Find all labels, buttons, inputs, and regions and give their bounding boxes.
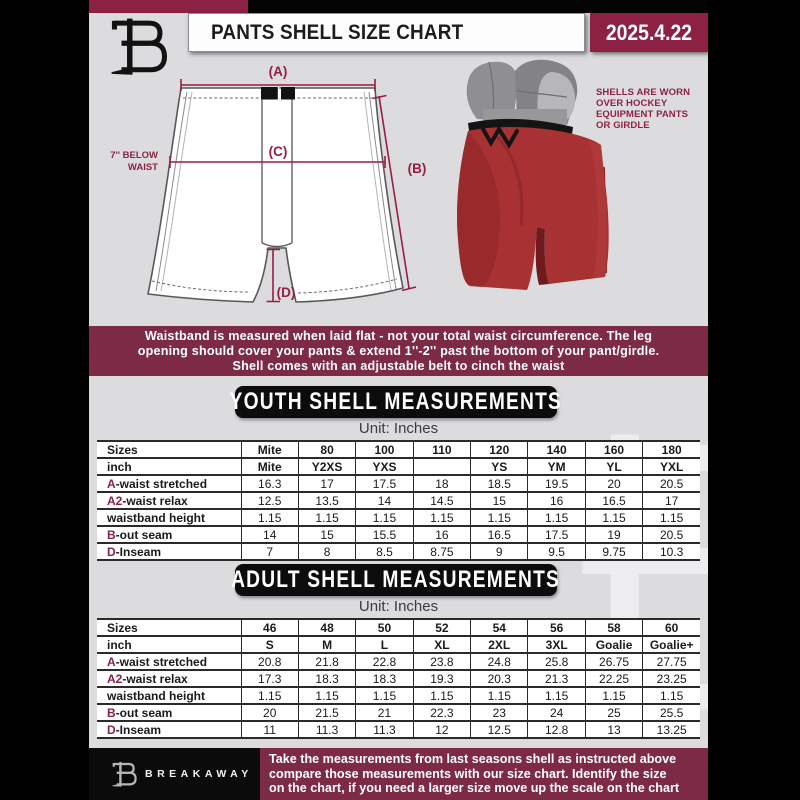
below-waist-label-line2: WAIST — [127, 162, 158, 173]
row-label: A-waist stretched — [97, 653, 241, 670]
measure-letter: A2 — [107, 493, 123, 508]
size-cell — [413, 458, 470, 475]
footer-brand-logo-icon — [111, 760, 137, 788]
size-cell: 21.5 — [298, 704, 355, 721]
revision-date: 2025.4.22 — [605, 19, 693, 45]
size-cell: 1.15 — [643, 509, 700, 526]
header-maroon-strip — [89, 0, 248, 13]
youth-unit-label: Unit: Inches — [358, 420, 439, 437]
size-cell: 25.8 — [528, 653, 585, 670]
info-line: Shell comes with an adjustable belt to cinch the waist — [232, 358, 565, 373]
page-title: PANTS SHELL SIZE CHART — [211, 20, 464, 44]
table-row — [97, 721, 700, 738]
belt-tip-icon — [281, 87, 295, 100]
table-row — [97, 670, 700, 687]
size-cell: 16.3 — [241, 475, 298, 492]
size-cell: YXS — [356, 458, 413, 475]
row-label: A2-waist relax — [97, 492, 241, 509]
size-cell: 110 — [413, 441, 470, 458]
size-cell: 18 — [413, 475, 470, 492]
size-cell: 22.3 — [413, 704, 470, 721]
size-cell: 13.5 — [298, 492, 355, 509]
document-body — [89, 0, 708, 800]
table-row — [97, 619, 700, 636]
belt-buckle-icon — [261, 87, 278, 100]
size-cell: 9 — [471, 543, 528, 560]
size-cell: 11.3 — [298, 721, 355, 738]
size-cell: 14 — [356, 492, 413, 509]
size-cell: 1.15 — [643, 687, 700, 704]
size-cell: 17.5 — [528, 526, 585, 543]
size-cell: 22.8 — [356, 653, 413, 670]
row-label: Sizes — [97, 441, 241, 458]
size-cell: 21.3 — [528, 670, 585, 687]
size-cell: 17.3 — [241, 670, 298, 687]
size-cell: Goalie — [585, 636, 642, 653]
size-cell: 56 — [528, 619, 585, 636]
size-cell: 2XL — [471, 636, 528, 653]
shorts-outline — [148, 88, 403, 302]
size-cell: 8.75 — [413, 543, 470, 560]
measure-letter: D — [107, 722, 116, 737]
size-cell: 25.5 — [643, 704, 700, 721]
youth-size-table — [97, 440, 700, 561]
row-label: waistband height — [97, 687, 241, 704]
adult-size-table — [97, 618, 700, 739]
size-cell: 9.75 — [585, 543, 642, 560]
table-row — [97, 509, 700, 526]
photo-note-line: OVER HOCKEY — [596, 98, 668, 109]
footer-brand-block — [89, 748, 260, 800]
size-cell: 12.8 — [528, 721, 585, 738]
size-cell: 1.15 — [356, 509, 413, 526]
size-cell: YS — [471, 458, 528, 475]
footer-line: on the chart, if you need a larger size move up the scale on the chart — [269, 781, 680, 796]
size-cell: 23.8 — [413, 653, 470, 670]
table-row — [97, 704, 700, 721]
row-label: inch — [97, 458, 241, 475]
table-row — [97, 441, 700, 458]
size-cell: 140 — [528, 441, 585, 458]
size-cell: 27.75 — [643, 653, 700, 670]
size-cell: 48 — [298, 619, 355, 636]
measure-letter: B — [107, 527, 116, 542]
size-cell: 17 — [298, 475, 355, 492]
size-cell: 58 — [585, 619, 642, 636]
size-cell: 1.15 — [413, 509, 470, 526]
size-cell: 46 — [241, 619, 298, 636]
size-cell: 16.5 — [471, 526, 528, 543]
size-cell: 17 — [643, 492, 700, 509]
table-row — [97, 653, 700, 670]
size-cell: 21.8 — [298, 653, 355, 670]
size-cell: 12.5 — [471, 721, 528, 738]
footer-brand-name: BREAKAWAY — [145, 768, 253, 780]
size-cell: Goalie+ — [643, 636, 700, 653]
size-cell: 20.5 — [643, 475, 700, 492]
size-cell: 20.8 — [241, 653, 298, 670]
size-cell: 16 — [528, 492, 585, 509]
info-line: opening should cover your pants & extend 1''-2'' past the bottom of your pant/girdle. — [137, 343, 660, 358]
size-cell: Mite — [241, 441, 298, 458]
row-label: waistband height — [97, 509, 241, 526]
size-cell: 15.5 — [356, 526, 413, 543]
size-cell: XL — [413, 636, 470, 653]
size-cell: 12 — [413, 721, 470, 738]
shell-measurement-diagram — [100, 60, 440, 315]
size-cell: 19 — [585, 526, 642, 543]
photo-note-line: OR GIRDLE — [596, 120, 650, 131]
size-cell: 23.25 — [643, 670, 700, 687]
size-cell: 12.5 — [241, 492, 298, 509]
row-label: D-Inseam — [97, 543, 241, 560]
size-cell: 8.5 — [356, 543, 413, 560]
size-cell: 1.15 — [471, 687, 528, 704]
table-row — [97, 526, 700, 543]
size-cell: YXL — [643, 458, 700, 475]
size-cell: 16 — [413, 526, 470, 543]
size-cell: 20.5 — [643, 526, 700, 543]
below-waist-label-line1: 7'' BELOW — [110, 150, 158, 161]
size-cell: 26.75 — [585, 653, 642, 670]
photo-note — [596, 87, 708, 131]
row-label: B-out seam — [97, 704, 241, 721]
size-cell: Y2XS — [298, 458, 355, 475]
size-cell: 23 — [471, 704, 528, 721]
size-cell: 120 — [471, 441, 528, 458]
red-shell-illustration — [457, 127, 609, 290]
size-cell: 54 — [471, 619, 528, 636]
photo-note-line: EQUIPMENT PANTS — [596, 109, 689, 120]
adult-unit-label: Unit: Inches — [358, 598, 439, 615]
size-cell: 3XL — [528, 636, 585, 653]
size-cell: 9.5 — [528, 543, 585, 560]
size-cell: 1.15 — [298, 509, 355, 526]
photo-note-line: SHELLS ARE WORN — [596, 87, 691, 98]
measure-letter: B — [107, 705, 116, 720]
size-cell: 18.3 — [298, 670, 355, 687]
adult-section-banner — [231, 564, 561, 596]
size-cell: 1.15 — [585, 509, 642, 526]
size-cell: 19.3 — [413, 670, 470, 687]
size-cell: 100 — [356, 441, 413, 458]
size-cell: 19.5 — [528, 475, 585, 492]
size-cell: 20 — [585, 475, 642, 492]
table-row — [97, 687, 700, 704]
size-cell: 18.5 — [471, 475, 528, 492]
table-row — [97, 636, 700, 653]
footer-line: compare those measurements with our size chart. Identify the size — [269, 766, 667, 781]
size-cell: 52 — [413, 619, 470, 636]
measure-label-d: (D) — [276, 285, 296, 300]
size-cell: 50 — [356, 619, 413, 636]
footer-line: Take the measurements from last seasons shell as instructed above — [269, 752, 677, 767]
size-cell: 1.15 — [356, 687, 413, 704]
row-label: B-out seam — [97, 526, 241, 543]
size-cell: 11.3 — [356, 721, 413, 738]
size-cell: 1.15 — [241, 509, 298, 526]
row-label: Sizes — [97, 619, 241, 636]
header-black-strip — [248, 0, 708, 13]
size-cell: 1.15 — [528, 509, 585, 526]
size-cell: 10.3 — [643, 543, 700, 560]
table-row — [97, 475, 700, 492]
youth-section-banner — [229, 386, 563, 418]
size-cell: 1.15 — [241, 687, 298, 704]
size-cell: L — [356, 636, 413, 653]
row-label: A-waist stretched — [97, 475, 241, 492]
measure-letter: A — [107, 654, 116, 669]
size-cell: 16.5 — [585, 492, 642, 509]
size-cell: 1.15 — [585, 687, 642, 704]
size-cell: 13.25 — [643, 721, 700, 738]
size-cell: 160 — [585, 441, 642, 458]
size-cell: 24 — [528, 704, 585, 721]
row-label: inch — [97, 636, 241, 653]
size-cell: YL — [585, 458, 642, 475]
measure-letter: A — [107, 476, 116, 491]
size-cell: 8 — [298, 543, 355, 560]
size-cell: S — [241, 636, 298, 653]
size-cell: 15 — [471, 492, 528, 509]
youth-section-title: YOUTH SHELL MEASUREMENTS — [229, 388, 563, 415]
size-cell: 14.5 — [413, 492, 470, 509]
size-cell: 80 — [298, 441, 355, 458]
date-box — [590, 13, 708, 52]
size-cell: 20.3 — [471, 670, 528, 687]
size-cell: 60 — [643, 619, 700, 636]
size-cell: 24.8 — [471, 653, 528, 670]
size-cell: 14 — [241, 526, 298, 543]
measure-label-b: (B) — [407, 161, 427, 176]
size-cell: 17.5 — [356, 475, 413, 492]
size-cell: Mite — [241, 458, 298, 475]
measure-letter: D — [107, 544, 116, 559]
size-cell: 22.25 — [585, 670, 642, 687]
size-cell: M — [298, 636, 355, 653]
row-label: D-Inseam — [97, 721, 241, 738]
size-cell: 25 — [585, 704, 642, 721]
measurement-info-banner — [89, 326, 708, 376]
size-cell: 11 — [241, 721, 298, 738]
table-row — [97, 492, 700, 509]
adult-section-title: ADULT SHELL MEASUREMENTS — [231, 566, 561, 593]
size-cell: 20 — [241, 704, 298, 721]
size-cell: 7 — [241, 543, 298, 560]
title-bar — [188, 13, 585, 52]
size-cell: 1.15 — [528, 687, 585, 704]
size-cell: 15 — [298, 526, 355, 543]
size-cell: 13 — [585, 721, 642, 738]
size-cell: YM — [528, 458, 585, 475]
size-cell: 1.15 — [471, 509, 528, 526]
table-row — [97, 458, 700, 475]
size-cell: 18.3 — [356, 670, 413, 687]
size-cell: 21 — [356, 704, 413, 721]
row-label: A2-waist relax — [97, 670, 241, 687]
footer-instructions — [260, 748, 708, 800]
size-cell: 180 — [643, 441, 700, 458]
measure-label-c: (C) — [268, 144, 288, 159]
measure-letter: A2 — [107, 671, 123, 686]
size-cell: 1.15 — [298, 687, 355, 704]
girdle-illustration — [467, 60, 578, 125]
table-row — [97, 543, 700, 560]
size-cell: 1.15 — [413, 687, 470, 704]
measure-label-a: (A) — [268, 64, 288, 79]
info-line: Waistband is measured when laid flat - not your total waist circumference. The leg — [144, 328, 653, 343]
